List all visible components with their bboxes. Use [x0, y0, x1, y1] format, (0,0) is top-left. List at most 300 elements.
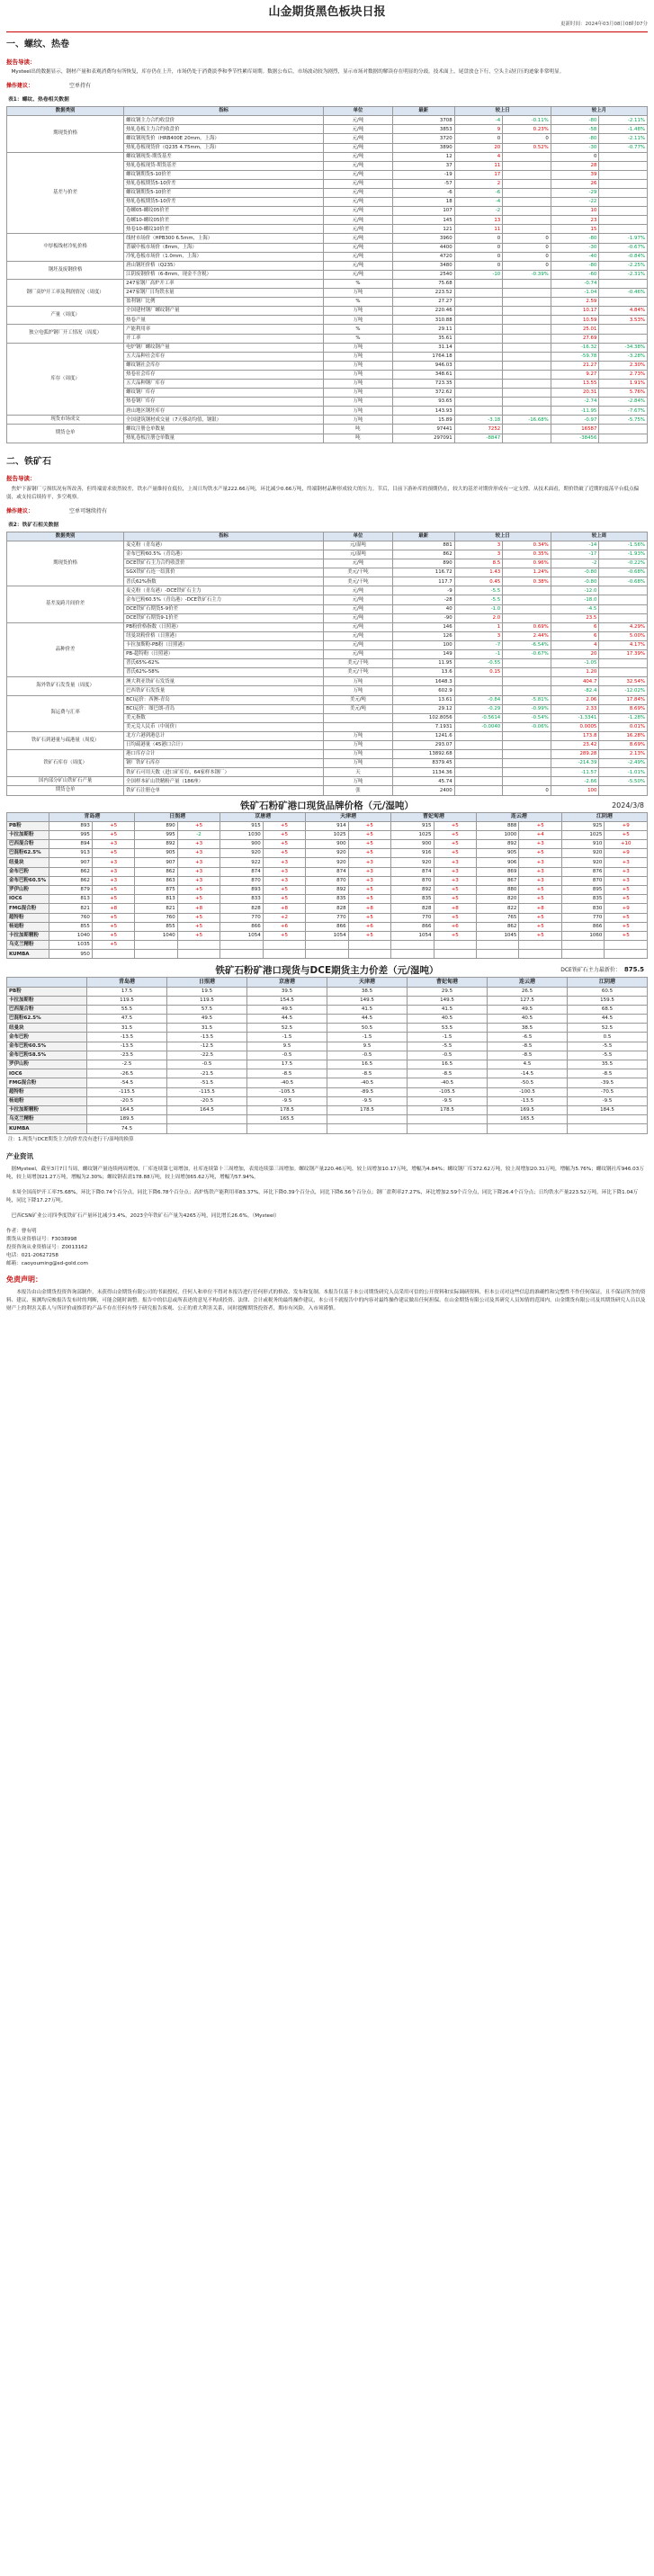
change-cell [605, 941, 648, 950]
port-header: 连云港 [476, 812, 561, 821]
value-cell: -1.56% [599, 541, 648, 550]
indicator-cell: 江阴废钢价格（6-8mm，现金不含税） [124, 270, 324, 279]
change-cell: +5 [605, 830, 648, 839]
change-cell: +5 [519, 931, 561, 940]
indicator-cell: 钢厂铁矿石库存 [124, 759, 324, 768]
value-cell: -90 [392, 613, 454, 622]
spread-cell: 52.5 [568, 1024, 648, 1033]
spread-cell: -105.5 [408, 1087, 488, 1096]
indicator-cell: 热轧卷板现货价（Q235 4.75mm，上海） [124, 143, 324, 152]
value-cell: 元/吨 [324, 252, 393, 261]
report-title: 山金期货黑色板块日报 [268, 5, 386, 19]
cert-consult: 投资咨询从业资格证号：Z0013162 [6, 1245, 88, 1251]
value-cell: -7.67% [599, 407, 648, 416]
change-cell [348, 941, 390, 950]
value-cell [599, 279, 648, 288]
price-cell: 920 [561, 858, 604, 867]
value-cell: 126 [392, 631, 454, 640]
value-cell: 万吨 [324, 361, 393, 370]
price-cell: 890 [135, 821, 177, 830]
value-cell: -3.28% [599, 352, 648, 361]
table-row [7, 1105, 648, 1114]
value-cell: -2 [551, 559, 599, 568]
value-cell: 元/吨 [324, 559, 393, 568]
value-cell [454, 379, 503, 388]
change-cell: +3 [263, 867, 305, 876]
value-cell: 万吨 [324, 307, 393, 316]
spread-cell: 26.5 [488, 987, 568, 996]
price-cell: 835 [561, 895, 604, 904]
table-row [7, 307, 648, 316]
value-cell: 万吨 [324, 777, 393, 786]
brand-cell: 卡拉加斯粉 [7, 830, 49, 839]
indicator-cell: 铁矿石可用天数（进口矿库存，64家样本钢厂） [124, 768, 324, 777]
iron-ore-data-table [6, 532, 648, 796]
table-row [7, 1115, 648, 1124]
spread-cell: 47.5 [87, 1015, 167, 1024]
value-cell [599, 170, 648, 179]
value-cell: 元/吨 [324, 161, 393, 170]
spread-cell: -9.5 [408, 1096, 488, 1105]
value-cell: 116.72 [392, 568, 454, 577]
value-cell: 美元/干吨 [324, 568, 393, 577]
spread-note: 注：1.现货与DCE期货主力的价差没有进行干/湿吨的换算 [8, 1136, 134, 1142]
price-cell: 913 [49, 849, 92, 858]
price-cell: 862 [49, 876, 92, 885]
table-row [7, 261, 648, 270]
value-cell: 97441 [392, 425, 454, 434]
spread-cell: 16.5 [408, 1060, 488, 1069]
price-cell: 870 [561, 876, 604, 885]
table-row [7, 867, 648, 876]
indicator-cell: 电炉钢厂螺纹钢产量 [124, 343, 324, 352]
value-cell: -0.67% [503, 650, 551, 659]
spread-cell: -8.5 [488, 1042, 568, 1051]
header-cell: 指标 [124, 532, 324, 541]
value-cell: 1241.6 [392, 731, 454, 740]
indicator-cell: 日均疏港量（45港口合计） [124, 740, 324, 749]
change-cell: +3 [434, 876, 476, 885]
spread-cell: -9.5 [247, 1096, 327, 1105]
value-cell: 173.8 [551, 731, 599, 740]
change-cell: +5 [519, 821, 561, 830]
change-cell: +5 [92, 830, 134, 839]
value-cell: -0.97 [551, 416, 599, 425]
price-cell [391, 941, 434, 950]
category-cell: 期现货价格 [7, 116, 124, 152]
change-cell: +5 [263, 840, 305, 849]
value-cell: 6 [551, 631, 599, 640]
price-cell [561, 941, 604, 950]
spread-cell: -2.5 [87, 1060, 167, 1069]
value-cell [503, 668, 551, 677]
spread-cell: 50.5 [327, 1024, 408, 1033]
value-cell: -0.84% [599, 252, 648, 261]
indicator-cell: 螺纹钢社会库存 [124, 361, 324, 370]
table-row [7, 858, 648, 867]
value-cell [599, 216, 648, 225]
value-cell: 8.69% [599, 740, 648, 749]
spread-cell: 60.5 [568, 987, 648, 996]
value-cell [503, 759, 551, 768]
value-cell: 0 [454, 252, 503, 261]
table-row [7, 1015, 648, 1024]
brand-cell: 罗伊山粉 [7, 885, 49, 894]
value-cell: 0.45 [454, 577, 503, 586]
price-cell [306, 950, 348, 959]
value-cell: 万吨 [324, 416, 393, 425]
value-cell: -5.50% [599, 777, 648, 786]
price-cell: 914 [306, 821, 348, 830]
value-cell: 3 [454, 550, 503, 559]
brand-cell: FMG混合粉 [7, 904, 49, 913]
indicator-cell: 热轧卷板现货-期货基差 [124, 161, 324, 170]
spread-cell: -8.5 [488, 1051, 568, 1060]
value-cell: 万吨 [324, 686, 393, 695]
value-cell: 2.59 [551, 298, 599, 307]
spread-cell: 4.5 [488, 1060, 568, 1069]
change-cell: +3 [434, 858, 476, 867]
price-cell: 1035 [49, 941, 92, 950]
indicator-cell: 金布巴粉60.5%（青岛港） [124, 550, 324, 559]
value-cell: 3708 [392, 116, 454, 125]
value-cell: 万吨 [324, 343, 393, 352]
price-cell: 855 [49, 922, 92, 931]
brand-cell: 巴西混合粉 [7, 840, 49, 849]
price-cell: 828 [391, 904, 434, 913]
value-cell: -5.75% [599, 416, 648, 425]
table-row [7, 1078, 648, 1087]
table-row [7, 677, 648, 686]
port-header: 日照港 [135, 812, 220, 821]
category-cell: 期货仓单 [7, 786, 124, 795]
spread-cell: -13.5 [87, 1042, 167, 1051]
value-cell: -5.5 [454, 586, 503, 595]
spread-title-text: 铁矿石粉矿港口现货与DCE期货主力价差（元/湿吨） [215, 965, 439, 977]
author-email[interactable]: 邮箱：caoyouming@sd-gold.com [6, 1261, 88, 1267]
change-cell: +5 [348, 913, 390, 922]
spread-cell: -8.5 [327, 1069, 408, 1078]
change-cell: +5 [605, 931, 648, 940]
value-cell: 2.30% [599, 361, 648, 370]
value-cell [454, 352, 503, 361]
indicator-cell: 麦克粉（青岛港） [124, 541, 324, 550]
value-cell: -0.67% [599, 243, 648, 252]
price-cell: 813 [135, 895, 177, 904]
value-cell: 元/吨 [324, 125, 393, 134]
category-cell: 钢坯及废钢价格 [7, 261, 124, 279]
price-cell [476, 950, 518, 959]
price-cell: 907 [49, 858, 92, 867]
value-cell: 0.52% [503, 143, 551, 152]
value-cell: 17.84% [599, 695, 648, 704]
value-cell: -60 [551, 270, 599, 279]
value-cell: -16.68% [503, 416, 551, 425]
price-cell [135, 950, 177, 959]
spread-cell: -1.5 [247, 1033, 327, 1042]
value-cell [503, 334, 551, 343]
port-price-title-text: 铁矿石粉矿港口现货品牌价格（元/湿吨） [240, 800, 414, 811]
spread-cell: 9.5 [327, 1042, 408, 1051]
spread-cell: 149.5 [327, 996, 408, 1005]
value-cell [599, 786, 648, 795]
table-row [7, 750, 648, 759]
value-cell [503, 595, 551, 604]
change-cell [263, 950, 305, 959]
value-cell: -4 [454, 116, 503, 125]
value-cell: 4 [454, 152, 503, 161]
brand-cell: 金布巴粉60.5% [7, 876, 49, 885]
price-cell: 1040 [135, 931, 177, 940]
change-cell: +5 [177, 913, 219, 922]
value-cell: 元/吨 [324, 170, 393, 179]
spread-cell: -5.5 [568, 1051, 648, 1060]
spread-cell: -0.5 [167, 1060, 247, 1069]
indicator-cell: 美元指数 [124, 713, 324, 722]
price-cell: 770 [306, 913, 348, 922]
value-cell: -0.99% [503, 704, 551, 713]
value-cell: 20.31 [551, 389, 599, 398]
value-cell: 297091 [392, 434, 454, 443]
value-cell: 3480 [392, 261, 454, 270]
port-price-date: 2024/3/8 [612, 801, 644, 809]
value-cell: 3890 [392, 143, 454, 152]
author-phone: 电话：021-20627258 [6, 1253, 58, 1259]
value-cell: -9 [392, 586, 454, 595]
brand-cell: 巴混粉62.5% [7, 849, 49, 858]
table-row [7, 416, 648, 425]
change-cell: +5 [519, 885, 561, 894]
change-cell: +3 [519, 876, 561, 885]
change-cell: +5 [263, 895, 305, 904]
spread-cell: 17.5 [87, 987, 167, 996]
table-row [7, 116, 648, 125]
value-cell: -0.5614 [454, 713, 503, 722]
value-cell [599, 179, 648, 188]
table-row [7, 1124, 648, 1133]
value-cell [503, 379, 551, 388]
value-cell: 0 [454, 261, 503, 270]
value-cell: 289.28 [551, 750, 599, 759]
change-cell: +5 [92, 913, 134, 922]
table-row [7, 343, 648, 352]
value-cell [599, 604, 648, 613]
value-cell: 31.14 [392, 343, 454, 352]
value-cell [503, 316, 551, 325]
rating-row-iron-ore [6, 508, 648, 515]
change-cell: +3 [605, 876, 648, 885]
value-cell: 11.95 [392, 659, 454, 668]
spread-cell: -40.5 [247, 1078, 327, 1087]
value-cell: 2.06 [551, 695, 599, 704]
price-cell: 995 [135, 830, 177, 839]
brand-cell: IOC6 [7, 1069, 87, 1078]
value-cell: 13 [454, 216, 503, 225]
table-row [7, 913, 648, 922]
price-cell: 900 [391, 840, 434, 849]
value-cell: 9.27 [551, 370, 599, 379]
spread-cell: 44.5 [247, 1015, 327, 1024]
price-cell: 920 [306, 858, 348, 867]
change-cell: +5 [92, 941, 134, 950]
value-cell: 元/吨 [324, 650, 393, 659]
value-cell [454, 740, 503, 749]
value-cell: -0.80 [551, 577, 599, 586]
change-cell: +5 [348, 830, 390, 839]
value-cell: -1.05 [551, 659, 599, 668]
spread-cell: -8.5 [408, 1069, 488, 1078]
spread-cell: 38.5 [488, 1024, 568, 1033]
author-contact [6, 1228, 648, 1268]
spread-cell: 0.5 [568, 1033, 648, 1042]
price-cell: 1040 [49, 931, 92, 940]
spread-cell: 149.5 [408, 996, 488, 1005]
value-cell: 0 [503, 243, 551, 252]
change-cell: +5 [605, 913, 648, 922]
price-cell: 892 [306, 885, 348, 894]
price-cell: 879 [49, 885, 92, 894]
value-cell: -29 [551, 189, 599, 198]
value-cell: 16.28% [599, 731, 648, 740]
value-cell: 2 [454, 179, 503, 188]
category-cell: 期现货价格 [7, 541, 124, 586]
header-cell: 数据类别 [7, 107, 124, 116]
spread-cell: -100.5 [488, 1087, 568, 1096]
value-cell: -1.04 [551, 289, 599, 298]
value-cell: -2.49% [599, 759, 648, 768]
change-cell: +2 [263, 913, 305, 922]
spread-cell: 53.5 [408, 1024, 488, 1033]
value-cell: 万吨 [324, 740, 393, 749]
value-cell [503, 343, 551, 352]
value-cell: 元/吨 [324, 622, 393, 631]
table-row [7, 996, 648, 1005]
value-cell: 元/吨 [324, 604, 393, 613]
spread-cell: -20.5 [87, 1096, 167, 1105]
change-cell: +5 [434, 830, 476, 839]
value-cell: -3.18 [454, 416, 503, 425]
author-name: 作者：曹有明 [6, 1229, 37, 1235]
price-cell: 880 [476, 885, 518, 894]
brand-cell: 超特粉 [7, 913, 49, 922]
value-cell: 元/吨 [324, 595, 393, 604]
price-cell: 833 [220, 895, 263, 904]
price-cell: 835 [306, 895, 348, 904]
spread-cell: -40.5 [327, 1078, 408, 1087]
price-cell: 820 [476, 895, 518, 904]
value-cell: 35.61 [392, 334, 454, 343]
price-cell: 830 [561, 904, 604, 913]
spread-cell: 40.5 [408, 1015, 488, 1024]
brand-cell: 乌克兰精粉 [7, 941, 49, 950]
industry-news-1: 据Mysteel，截至3月7日当周，螺纹钢产量连续两周增加，厂库连续第七周增加，社库连续第十三周增加，表需连续第三周增加。螺纹钢产量220.46万吨，较上周增加10.17万吨，增幅为4.84%；螺纹钢厂库372.62万吨，较上周增加20.31万吨，增幅为5.76%；螺纹钢社库946.03万吨，较上周增加21.27万吨，增幅为2.30%；螺纹钢表需178.88万吨，较上周增加65.62万吨，增幅为57.94%。 [6, 1167, 644, 1181]
value-cell: 4720 [392, 252, 454, 261]
port-header: 京唐港 [247, 978, 327, 987]
value-cell: -2.74 [551, 398, 599, 407]
indicator-cell: 热轧卷板期货5-10价差 [124, 179, 324, 188]
indicator-cell: DCE铁矿石期货9-1价差 [124, 613, 324, 622]
value-cell: -0.77% [599, 143, 648, 152]
value-cell [503, 207, 551, 216]
value-cell [503, 152, 551, 161]
brand-cell: FMG混合粉 [7, 1078, 87, 1087]
value-cell [503, 189, 551, 198]
spread-cell: -22.5 [167, 1051, 247, 1060]
spread-cell: 16.5 [327, 1060, 408, 1069]
change-cell: +3 [348, 858, 390, 867]
spread-cell: -0.5 [247, 1051, 327, 1060]
value-cell: -19 [392, 170, 454, 179]
spread-cell: -20.5 [167, 1096, 247, 1105]
spread-cell: 41.5 [327, 1005, 408, 1014]
value-cell: -0.54% [503, 713, 551, 722]
cert-futures: 期货从业资格证号：F3038998 [6, 1237, 77, 1243]
value-cell [503, 768, 551, 777]
value-cell [599, 586, 648, 595]
value-cell: -0.80 [551, 568, 599, 577]
price-cell: 760 [49, 913, 92, 922]
value-cell [599, 298, 648, 307]
value-cell: -6.54% [503, 640, 551, 649]
table-row [7, 987, 648, 996]
spread-cell: -5.5 [408, 1042, 488, 1051]
table-row [7, 325, 648, 334]
spread-table [6, 977, 648, 1133]
value-cell: 0.38% [503, 577, 551, 586]
indicator-cell: 美元兑人民币（中间价） [124, 722, 324, 731]
value-cell: 37 [392, 161, 454, 170]
value-cell: -6 [454, 189, 503, 198]
value-cell: -14 [551, 541, 599, 550]
value-cell: 20 [454, 143, 503, 152]
indicator-cell: 热轧卷板主力合约收盘价 [124, 125, 324, 134]
rating-label-2: 操作建议： [6, 507, 34, 514]
change-cell: +8 [519, 904, 561, 913]
spread-cell: -8.5 [247, 1069, 327, 1078]
price-cell: 920 [220, 849, 263, 858]
value-cell: -28 [392, 595, 454, 604]
value-cell: 2.13% [599, 750, 648, 759]
value-cell: 17.39% [599, 650, 648, 659]
value-cell [503, 389, 551, 398]
change-cell: +5 [348, 821, 390, 830]
value-cell: 723.35 [392, 379, 454, 388]
table-row [7, 731, 648, 740]
price-cell: 867 [476, 876, 518, 885]
spread-cell: 44.5 [568, 1015, 648, 1024]
spread-cell: 41.5 [408, 1005, 488, 1014]
value-cell: 3 [454, 631, 503, 640]
value-cell: 890 [392, 559, 454, 568]
value-cell [454, 316, 503, 325]
price-cell: 893 [49, 821, 92, 830]
value-cell [454, 731, 503, 740]
table1-header-row [7, 107, 648, 116]
value-cell [454, 786, 503, 795]
header-cell: 较上日 [454, 107, 551, 116]
value-cell: 0.34% [503, 541, 551, 550]
value-cell: -1.28% [599, 713, 648, 722]
value-cell [503, 179, 551, 188]
spread-cell [408, 1115, 488, 1124]
value-cell [503, 586, 551, 595]
value-cell: 1.43 [454, 568, 503, 577]
value-cell [454, 361, 503, 370]
price-cell: 875 [135, 885, 177, 894]
value-cell: 元/吨 [324, 631, 393, 640]
port-header: 天津港 [306, 812, 391, 821]
brand-cell: 杨迪粉 [7, 922, 49, 931]
